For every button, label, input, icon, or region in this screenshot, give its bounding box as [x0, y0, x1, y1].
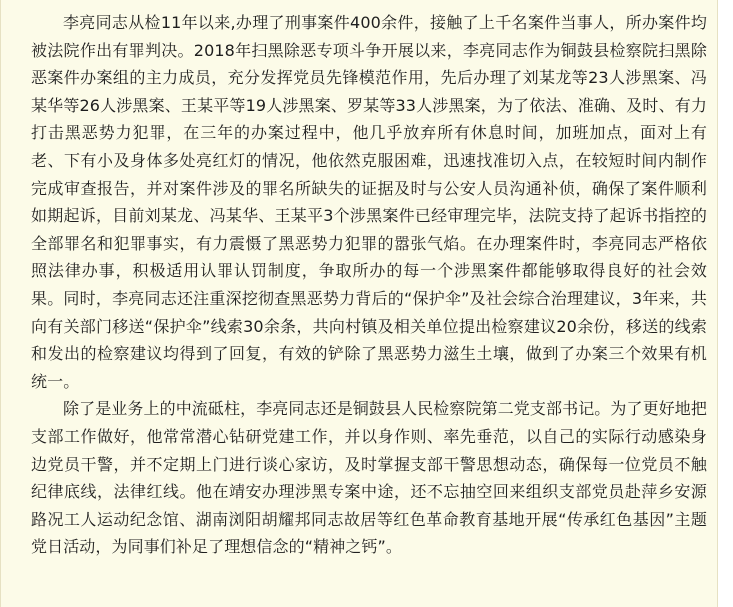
article-paragraph-1: 李亮同志从检11年以来,办理了刑事案件400余件，接触了上千名案件当事人，所办案件均被法院作出有罪判决。2018年扫黑除恶专项斗争开展以来，李亮同志作为铜鼓县检察院扫黑除恶案件办案组的主力成员，充分发挥党员先锋模范作用，先后办理了刘某龙等23人涉黑案、冯某华等26人涉黑案、王某平等19人涉黑案、罗某等33人涉黑案，为了依法、准确、及时、有力打击黑恶势力犯罪，在三年的办案过程中，他几乎放弃所有休息时间，加班加点，面对上有老、下有小及身体多处亮红灯的情况，他依然克服困难，迅速找准切入点，在较短时间内制作完成审查报告，并对案件涉及的罪名所缺失的证据及时与公安人员沟通补侦，确保了案件顺利如期起诉，目前刘某龙、冯某华、王某平3个涉黑案件已经审理完毕，法院支持了起诉书指控的全部罪名和犯罪事实，有力震慑了黑恶势力犯罪的嚣张气焰。在办理案件时，李亮同志严格依照法律办事，积极适用认罪认罚制度，争取所办的每一个涉黑案件都能够取得良好的社会效果。同时，李亮同志还注重深挖彻查黑恶势力背后的“保护伞”及社会综合治理建议，3年来，共向有关部门移送“保护伞”线索30余条，共向村镇及相关单位提出检察建议20余份，移送的线索和发出的检察建议均得到了回复，有效的铲除了黑恶势力滋生土壤，做到了办案三个效果有机统一。 — [31, 13, 707, 391]
article-body — [31, 9, 707, 561]
page-margin — [718, 0, 733, 607]
article-paragraph-2: 除了是业务上的中流砥柱，李亮同志还是铜鼓县人民检察院第二党支部书记。为了更好地把支部工作做好，他常常潜心钻研党建工作，并以身作则、率先垂范，以自己的实际行动感染身边党员干警，并不定期上门进行谈心家访，及时掌握支部干警思想动态，确保每一位党员不触纪律底线，法律红线。他在靖安办理涉黑专案中途，还不忘抽空回来组织支部党员赴萍乡安源路况工人运动纪念馆、湖南浏阳胡耀邦同志故居等红色革命教育基地开展“传承红色基因”主题党日活动，为同事们补足了理想信念的“精神之钙”。 — [31, 399, 708, 557]
